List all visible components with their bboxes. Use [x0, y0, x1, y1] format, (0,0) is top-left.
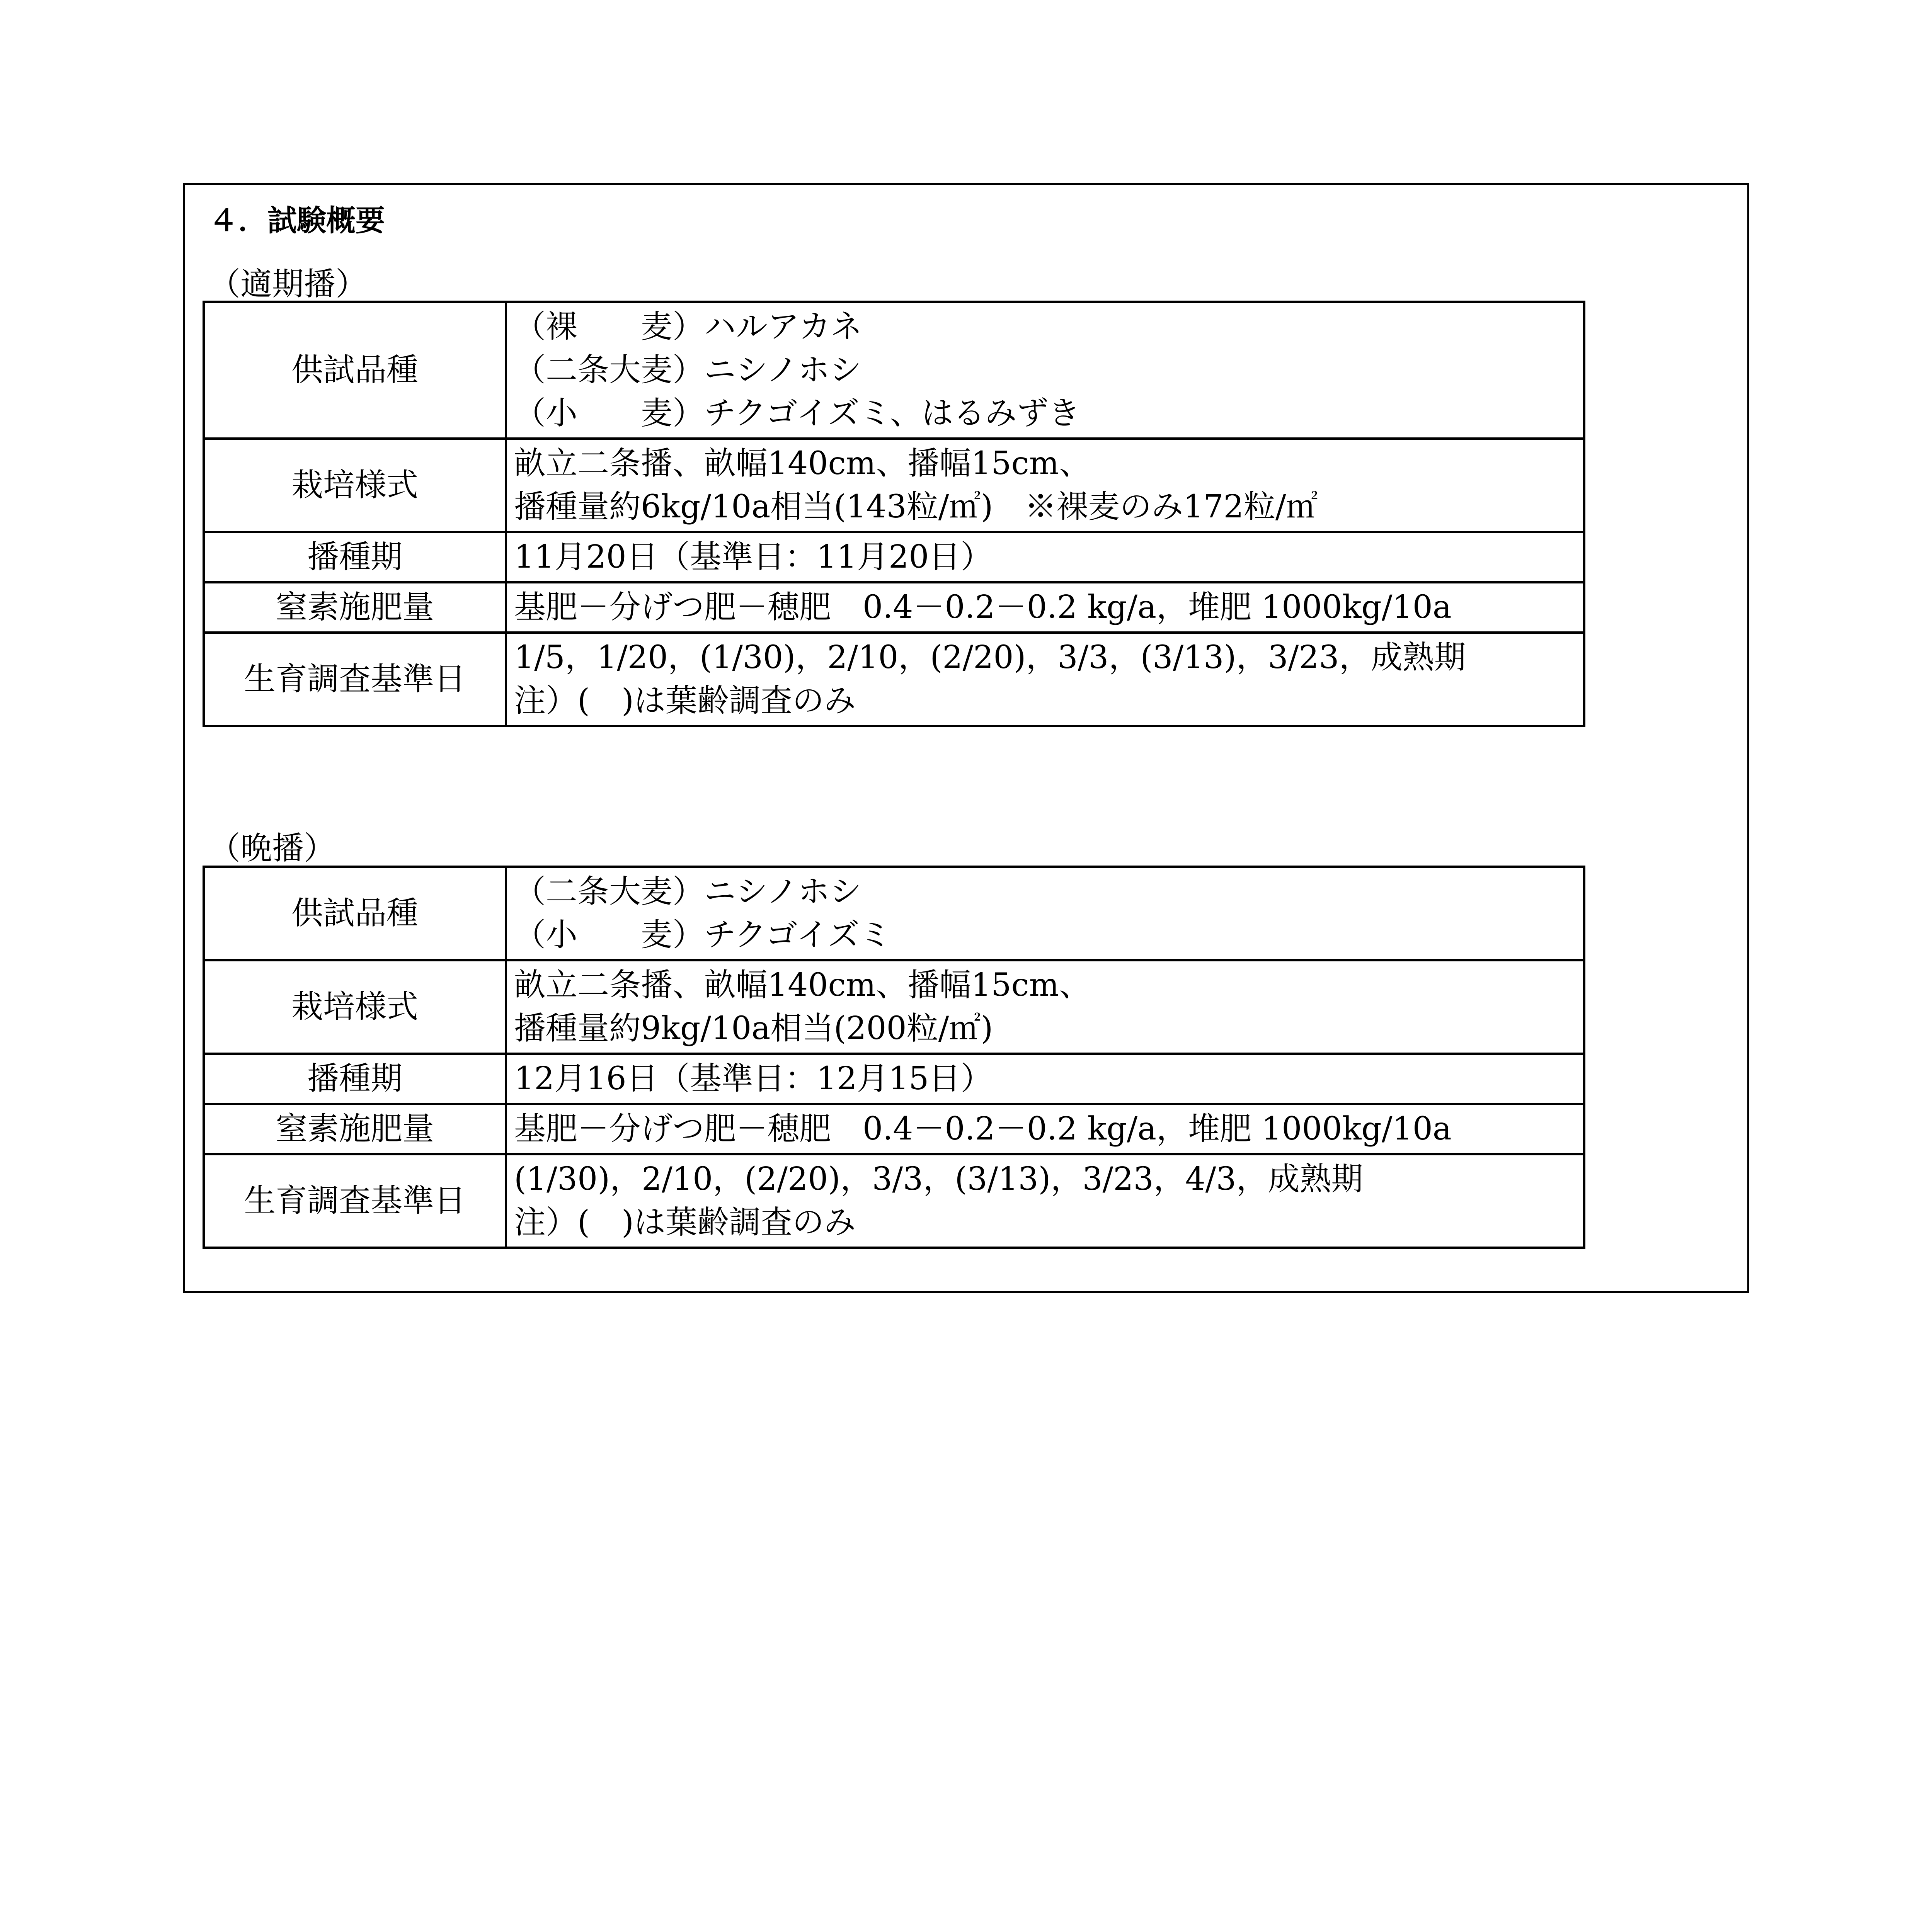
- table-row: [204, 1054, 1584, 1104]
- row-value: [506, 960, 1584, 1054]
- early-sowing-heading: （適期播）: [209, 266, 368, 303]
- value-line: 11月20日（基準日：11月20日）: [514, 539, 993, 575]
- table-row: [204, 532, 1584, 582]
- value-line: （小 麦）チクゴイズミ、はるみずき: [514, 395, 1080, 432]
- value-line: 注）( )は葉齢調査のみ: [514, 682, 856, 719]
- row-label: 供試品種: [204, 302, 506, 439]
- value-line: 畝立二条播、畝幅140cm、播幅15cm、: [514, 445, 1091, 482]
- value-line: （裸 麦）ハルアカネ: [514, 308, 863, 345]
- value-line: 播種量約6kg/10a相当(143粒/㎡) ※裸麦のみ172粒/㎡: [514, 488, 1318, 525]
- value-line: 播種量約9kg/10a相当(200粒/㎡): [514, 1010, 993, 1047]
- value-line: （二条大麦）ニシノホシ: [514, 352, 861, 388]
- row-label: 窒素施肥量: [204, 1104, 506, 1154]
- row-label: 窒素施肥量: [204, 582, 506, 633]
- row-value: [506, 302, 1584, 439]
- row-value: [506, 439, 1584, 532]
- row-value: [506, 633, 1584, 726]
- row-label: 生育調査基準日: [204, 1154, 506, 1248]
- table-row: [204, 439, 1584, 532]
- row-value: [506, 1104, 1584, 1154]
- value-line: 基肥－分げつ肥－穂肥 0.4－0.2－0.2 kg/a，堆肥 1000kg/10a: [514, 589, 1452, 626]
- row-value: [506, 532, 1584, 582]
- table-row: [204, 1104, 1584, 1154]
- early-sowing-table: [203, 301, 1585, 727]
- value-line: 基肥－分げつ肥－穂肥 0.4－0.2－0.2 kg/a，堆肥 1000kg/10a: [514, 1111, 1452, 1147]
- row-value: [506, 582, 1584, 633]
- value-line: 1/5，1/20，(1/30)，2/10，(2/20)，3/3，(3/13)，3/23，成熟期: [514, 639, 1466, 676]
- value-line: 畝立二条播、畝幅140cm、播幅15cm、: [514, 967, 1091, 1003]
- row-label: 栽培様式: [204, 439, 506, 532]
- value-line: (1/30)，2/10，(2/20)，3/3，(3/13)，3/23，4/3，成熟期: [514, 1161, 1363, 1197]
- value-line: （小 麦）チクゴイズミ: [514, 917, 891, 953]
- value-line: 12月16日（基準日：12月15日）: [514, 1060, 993, 1097]
- row-label: 生育調査基準日: [204, 633, 506, 726]
- row-value: [506, 1154, 1584, 1248]
- late-sowing-heading: （晩播）: [209, 830, 336, 867]
- section-title: ４．試験概要: [209, 203, 385, 238]
- table-row: [204, 633, 1584, 726]
- row-label: 播種期: [204, 532, 506, 582]
- table-row: [204, 1154, 1584, 1248]
- late-sowing-table: [203, 866, 1585, 1249]
- table-row: [204, 582, 1584, 633]
- value-line: 注）( )は葉齢調査のみ: [514, 1204, 856, 1241]
- row-value: [506, 867, 1584, 960]
- table-row: [204, 302, 1584, 439]
- row-label: 栽培様式: [204, 960, 506, 1054]
- row-label: 播種期: [204, 1054, 506, 1104]
- value-line: （二条大麦）ニシノホシ: [514, 873, 861, 910]
- table-row: [204, 960, 1584, 1054]
- row-value: [506, 1054, 1584, 1104]
- table-row: [204, 867, 1584, 960]
- row-label: 供試品種: [204, 867, 506, 960]
